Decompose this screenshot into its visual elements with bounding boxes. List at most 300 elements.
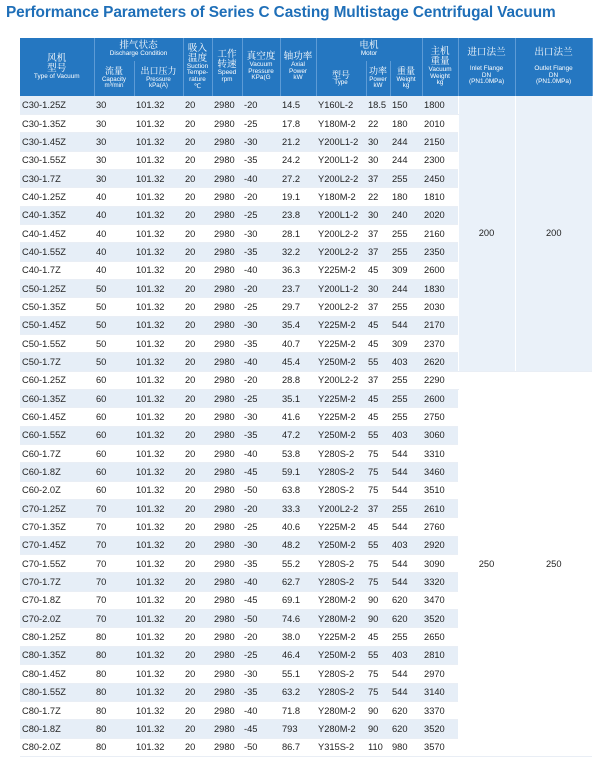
cell-vacuum-pressure: -20 <box>242 188 280 206</box>
cell-capacity: 80 <box>94 701 134 719</box>
cell-motor-type: Y225M-2 <box>316 390 366 408</box>
col-header-suction: 吸入 温度 Suction Tempe- rature ℃ <box>183 38 212 96</box>
cell-motor-power: 75 <box>366 683 390 701</box>
cell-type: C70-1.35Z <box>20 518 94 536</box>
cell-pressure: 101.32 <box>134 426 183 444</box>
cell-capacity: 60 <box>94 481 134 499</box>
col-header-motor-power: 功率 Power kW <box>366 61 390 96</box>
cell-type: C50-1.35Z <box>20 298 94 316</box>
cell-speed: 2980 <box>212 408 242 426</box>
cell-axial-power: 28.1 <box>280 224 316 242</box>
cell-capacity: 40 <box>94 206 134 224</box>
cell-capacity: 70 <box>94 518 134 536</box>
cell-type: C30-1.55Z <box>20 151 94 169</box>
cell-type: C50-1.45Z <box>20 316 94 334</box>
cell-vacuum-pressure: -20 <box>242 500 280 518</box>
cell-vacuum-weight: 2170 <box>422 316 458 334</box>
cell-motor-power: 45 <box>366 334 390 352</box>
cell-capacity: 30 <box>94 133 134 151</box>
cell-speed: 2980 <box>212 426 242 444</box>
cell-capacity: 40 <box>94 188 134 206</box>
cell-type: C80-1.55Z <box>20 683 94 701</box>
cell-type: C70-2.0Z <box>20 610 94 628</box>
cell-pressure: 101.32 <box>134 353 183 371</box>
cell-axial-power: 53.8 <box>280 445 316 463</box>
cell-axial-power: 74.6 <box>280 610 316 628</box>
cell-speed: 2980 <box>212 445 242 463</box>
cell-capacity: 40 <box>94 261 134 279</box>
cell-motor-type: Y280M-2 <box>316 610 366 628</box>
cell-type: C60-1.45Z <box>20 408 94 426</box>
cell-suction-temp: 20 <box>183 555 212 573</box>
cell-vacuum-weight: 3470 <box>422 591 458 609</box>
cell-motor-power: 22 <box>366 114 390 132</box>
cell-motor-power: 30 <box>366 133 390 151</box>
cell-vacuum-weight: 3460 <box>422 463 458 481</box>
cell-pressure: 101.32 <box>134 665 183 683</box>
cell-motor-power: 30 <box>366 151 390 169</box>
cell-vacuum-weight: 2620 <box>422 353 458 371</box>
cell-suction-temp: 20 <box>183 518 212 536</box>
cell-suction-temp: 20 <box>183 206 212 224</box>
cell-pressure: 101.32 <box>134 445 183 463</box>
cell-vacuum-pressure: -30 <box>242 224 280 242</box>
cell-pressure: 101.32 <box>134 390 183 408</box>
cell-speed: 2980 <box>212 169 242 187</box>
cell-motor-power: 75 <box>366 445 390 463</box>
cell-vacuum-pressure: -25 <box>242 206 280 224</box>
cell-motor-power: 22 <box>366 188 390 206</box>
cell-capacity: 70 <box>94 573 134 591</box>
cell-axial-power: 86.7 <box>280 738 316 756</box>
cell-suction-temp: 20 <box>183 298 212 316</box>
cell-suction-temp: 20 <box>183 114 212 132</box>
cell-speed: 2980 <box>212 298 242 316</box>
cell-vacuum-weight: 2350 <box>422 243 458 261</box>
cell-motor-type: Y280M-2 <box>316 591 366 609</box>
cell-suction-temp: 20 <box>183 261 212 279</box>
cell-type: C30-1.45Z <box>20 133 94 151</box>
col-header-main-weight: 主机 重量 Vacuum Weight kg <box>422 38 458 96</box>
cell-type: C60-2.0Z <box>20 481 94 499</box>
cell-motor-weight: 544 <box>390 683 422 701</box>
cell-motor-type: Y200L2-2 <box>316 243 366 261</box>
cell-type: C60-1.35Z <box>20 390 94 408</box>
cell-speed: 2980 <box>212 279 242 297</box>
cell-motor-type: Y200L2-2 <box>316 169 366 187</box>
cell-capacity: 70 <box>94 536 134 554</box>
cell-motor-power: 37 <box>366 224 390 242</box>
cell-axial-power: 23.8 <box>280 206 316 224</box>
cell-pressure: 101.32 <box>134 720 183 738</box>
table-body <box>20 96 592 756</box>
cell-suction-temp: 20 <box>183 243 212 261</box>
cell-motor-type: Y200L1-2 <box>316 133 366 151</box>
cell-speed: 2980 <box>212 500 242 518</box>
cell-vacuum-pressure: -25 <box>242 114 280 132</box>
cell-vacuum-pressure: -30 <box>242 536 280 554</box>
cell-suction-temp: 20 <box>183 610 212 628</box>
cell-pressure: 101.32 <box>134 188 183 206</box>
table-row <box>20 371 592 389</box>
cell-axial-power: 40.6 <box>280 518 316 536</box>
cell-axial-power: 14.5 <box>280 96 316 114</box>
cell-vacuum-pressure: -20 <box>242 628 280 646</box>
cell-vacuum-weight: 2970 <box>422 665 458 683</box>
cell-pressure: 101.32 <box>134 224 183 242</box>
cell-speed: 2980 <box>212 114 242 132</box>
cell-motor-type: Y250M-2 <box>316 536 366 554</box>
cell-motor-weight: 620 <box>390 720 422 738</box>
cell-capacity: 50 <box>94 316 134 334</box>
page-title: Performance Parameters of Series C Casting Multistage Centrifugal Vacuum <box>6 4 556 21</box>
cell-motor-weight: 403 <box>390 536 422 554</box>
cell-vacuum-pressure: -40 <box>242 169 280 187</box>
cell-type: C40-1.35Z <box>20 206 94 224</box>
cell-motor-power: 75 <box>366 665 390 683</box>
outlet-flange-dn: 200 <box>515 96 592 371</box>
cell-type: C30-1.7Z <box>20 169 94 187</box>
cell-axial-power: 41.6 <box>280 408 316 426</box>
cell-motor-power: 75 <box>366 481 390 499</box>
cell-motor-weight: 309 <box>390 334 422 352</box>
cell-vacuum-pressure: -30 <box>242 133 280 151</box>
cell-motor-weight: 544 <box>390 481 422 499</box>
cell-motor-weight: 544 <box>390 555 422 573</box>
cell-capacity: 40 <box>94 224 134 242</box>
cell-motor-power: 30 <box>366 206 390 224</box>
cell-suction-temp: 20 <box>183 353 212 371</box>
cell-type: C80-1.25Z <box>20 628 94 646</box>
cell-vacuum-weight: 1810 <box>422 188 458 206</box>
cell-vacuum-weight: 2290 <box>422 371 458 389</box>
cell-vacuum-weight: 2920 <box>422 536 458 554</box>
cell-vacuum-pressure: -50 <box>242 610 280 628</box>
cell-motor-weight: 403 <box>390 426 422 444</box>
cell-capacity: 30 <box>94 151 134 169</box>
cell-suction-temp: 20 <box>183 591 212 609</box>
cell-capacity: 50 <box>94 334 134 352</box>
cell-motor-type: Y225M-2 <box>316 408 366 426</box>
col-header-discharge: 排气状态 Discharge Condition <box>94 38 183 61</box>
cell-suction-temp: 20 <box>183 390 212 408</box>
cell-motor-type: Y200L1-2 <box>316 279 366 297</box>
cell-pressure: 101.32 <box>134 243 183 261</box>
cell-motor-type: Y160L-2 <box>316 96 366 114</box>
cell-suction-temp: 20 <box>183 445 212 463</box>
col-header-type: 风机 型号 Type of Vacuum <box>20 38 94 96</box>
cell-pressure: 101.32 <box>134 371 183 389</box>
cell-motor-type: Y200L2-2 <box>316 224 366 242</box>
cell-motor-type: Y225M-2 <box>316 518 366 536</box>
cell-pressure: 101.32 <box>134 133 183 151</box>
cell-speed: 2980 <box>212 334 242 352</box>
cell-vacuum-pressure: -20 <box>242 96 280 114</box>
cell-motor-power: 45 <box>366 316 390 334</box>
cell-type: C70-1.55Z <box>20 555 94 573</box>
cell-vacuum-pressure: -20 <box>242 371 280 389</box>
cell-vacuum-pressure: -25 <box>242 298 280 316</box>
cell-vacuum-pressure: -35 <box>242 426 280 444</box>
cell-axial-power: 55.2 <box>280 555 316 573</box>
cell-motor-type: Y280S-2 <box>316 463 366 481</box>
cell-capacity: 60 <box>94 371 134 389</box>
cell-pressure: 101.32 <box>134 96 183 114</box>
cell-speed: 2980 <box>212 683 242 701</box>
col-header-axial: 轴功率 Axial Power kW <box>280 38 316 96</box>
cell-motor-type: Y250M-2 <box>316 426 366 444</box>
cell-axial-power: 69.1 <box>280 591 316 609</box>
cell-pressure: 101.32 <box>134 316 183 334</box>
cell-vacuum-pressure: -40 <box>242 261 280 279</box>
cell-motor-weight: 255 <box>390 224 422 242</box>
cell-vacuum-pressure: -25 <box>242 518 280 536</box>
cell-axial-power: 47.2 <box>280 426 316 444</box>
cell-motor-weight: 620 <box>390 701 422 719</box>
cell-vacuum-weight: 2610 <box>422 500 458 518</box>
cell-motor-power: 110 <box>366 738 390 756</box>
cell-motor-type: Y225M-2 <box>316 316 366 334</box>
cell-vacuum-pressure: -35 <box>242 334 280 352</box>
cell-pressure: 101.32 <box>134 151 183 169</box>
cell-motor-power: 55 <box>366 353 390 371</box>
cell-speed: 2980 <box>212 628 242 646</box>
cell-suction-temp: 20 <box>183 279 212 297</box>
cell-motor-weight: 255 <box>390 390 422 408</box>
cell-motor-power: 45 <box>366 628 390 646</box>
cell-capacity: 80 <box>94 720 134 738</box>
cell-vacuum-pressure: -25 <box>242 390 280 408</box>
cell-motor-power: 90 <box>366 701 390 719</box>
cell-type: C50-1.7Z <box>20 353 94 371</box>
cell-suction-temp: 20 <box>183 720 212 738</box>
cell-vacuum-pressure: -45 <box>242 591 280 609</box>
cell-vacuum-weight: 2020 <box>422 206 458 224</box>
cell-vacuum-weight: 3520 <box>422 720 458 738</box>
cell-vacuum-pressure: -35 <box>242 151 280 169</box>
cell-vacuum-pressure: -30 <box>242 316 280 334</box>
cell-vacuum-pressure: -50 <box>242 481 280 499</box>
cell-motor-power: 90 <box>366 610 390 628</box>
cell-axial-power: 45.4 <box>280 353 316 371</box>
cell-vacuum-weight: 2600 <box>422 261 458 279</box>
cell-motor-weight: 620 <box>390 591 422 609</box>
cell-vacuum-weight: 2300 <box>422 151 458 169</box>
cell-vacuum-pressure: -40 <box>242 573 280 591</box>
cell-type: C30-1.35Z <box>20 114 94 132</box>
cell-vacuum-pressure: -45 <box>242 463 280 481</box>
cell-suction-temp: 20 <box>183 426 212 444</box>
cell-type: C60-1.25Z <box>20 371 94 389</box>
cell-axial-power: 71.8 <box>280 701 316 719</box>
cell-axial-power: 38.0 <box>280 628 316 646</box>
cell-speed: 2980 <box>212 316 242 334</box>
cell-speed: 2980 <box>212 353 242 371</box>
cell-vacuum-weight: 1830 <box>422 279 458 297</box>
cell-motor-type: Y280S-2 <box>316 573 366 591</box>
cell-motor-power: 55 <box>366 426 390 444</box>
cell-vacuum-pressure: -20 <box>242 279 280 297</box>
cell-pressure: 101.32 <box>134 261 183 279</box>
col-header-outlet: 出口法兰 Outlet Flange DN (PN1.0MPa) <box>515 38 592 96</box>
cell-axial-power: 29.7 <box>280 298 316 316</box>
cell-capacity: 30 <box>94 114 134 132</box>
cell-pressure: 101.32 <box>134 298 183 316</box>
cell-type: C70-1.7Z <box>20 573 94 591</box>
cell-type: C80-2.0Z <box>20 738 94 756</box>
cell-suction-temp: 20 <box>183 151 212 169</box>
cell-type: C60-1.7Z <box>20 445 94 463</box>
cell-type: C60-1.55Z <box>20 426 94 444</box>
cell-axial-power: 32.2 <box>280 243 316 261</box>
cell-pressure: 101.32 <box>134 683 183 701</box>
cell-suction-temp: 20 <box>183 96 212 114</box>
cell-suction-temp: 20 <box>183 133 212 151</box>
cell-capacity: 30 <box>94 169 134 187</box>
cell-motor-power: 75 <box>366 573 390 591</box>
cell-motor-weight: 180 <box>390 114 422 132</box>
cell-capacity: 60 <box>94 463 134 481</box>
cell-axial-power: 33.3 <box>280 500 316 518</box>
cell-motor-weight: 620 <box>390 610 422 628</box>
outlet-flange-dn: 250 <box>515 371 592 756</box>
cell-vacuum-weight: 3570 <box>422 738 458 756</box>
cell-pressure: 101.32 <box>134 555 183 573</box>
cell-vacuum-weight: 2160 <box>422 224 458 242</box>
cell-suction-temp: 20 <box>183 463 212 481</box>
cell-speed: 2980 <box>212 481 242 499</box>
cell-suction-temp: 20 <box>183 665 212 683</box>
cell-axial-power: 35.4 <box>280 316 316 334</box>
cell-axial-power: 793 <box>280 720 316 738</box>
cell-speed: 2980 <box>212 665 242 683</box>
cell-vacuum-weight: 3370 <box>422 701 458 719</box>
cell-vacuum-pressure: -35 <box>242 243 280 261</box>
cell-capacity: 50 <box>94 298 134 316</box>
cell-suction-temp: 20 <box>183 371 212 389</box>
cell-axial-power: 48.2 <box>280 536 316 554</box>
inlet-flange-dn: 200 <box>458 96 515 371</box>
cell-capacity: 60 <box>94 408 134 426</box>
cell-motor-weight: 544 <box>390 463 422 481</box>
cell-motor-weight: 544 <box>390 445 422 463</box>
cell-capacity: 50 <box>94 279 134 297</box>
col-header-vacuum: 真空度 Vacuum Pressure KPa(G <box>242 38 280 96</box>
cell-speed: 2980 <box>212 96 242 114</box>
cell-motor-weight: 255 <box>390 169 422 187</box>
cell-motor-power: 75 <box>366 555 390 573</box>
cell-speed: 2980 <box>212 701 242 719</box>
cell-suction-temp: 20 <box>183 481 212 499</box>
cell-motor-power: 37 <box>366 298 390 316</box>
cell-motor-weight: 544 <box>390 665 422 683</box>
cell-motor-weight: 403 <box>390 646 422 664</box>
cell-motor-power: 37 <box>366 169 390 187</box>
cell-speed: 2980 <box>212 151 242 169</box>
cell-type: C50-1.25Z <box>20 279 94 297</box>
cell-type: C30-1.25Z <box>20 96 94 114</box>
cell-motor-weight: 255 <box>390 298 422 316</box>
cell-pressure: 101.32 <box>134 701 183 719</box>
cell-vacuum-weight: 3140 <box>422 683 458 701</box>
cell-capacity: 60 <box>94 426 134 444</box>
cell-motor-type: Y200L2-2 <box>316 371 366 389</box>
col-header-motor-weight: 重量 Weight kg <box>390 61 422 96</box>
cell-motor-type: Y225M-2 <box>316 334 366 352</box>
cell-speed: 2980 <box>212 518 242 536</box>
cell-vacuum-weight: 2810 <box>422 646 458 664</box>
cell-type: C80-1.7Z <box>20 701 94 719</box>
cell-motor-power: 45 <box>366 408 390 426</box>
cell-type: C40-1.45Z <box>20 224 94 242</box>
cell-motor-type: Y280S-2 <box>316 445 366 463</box>
cell-speed: 2980 <box>212 371 242 389</box>
cell-suction-temp: 20 <box>183 701 212 719</box>
cell-vacuum-pressure: -35 <box>242 555 280 573</box>
cell-suction-temp: 20 <box>183 738 212 756</box>
cell-pressure: 101.32 <box>134 591 183 609</box>
cell-vacuum-pressure: -30 <box>242 408 280 426</box>
cell-speed: 2980 <box>212 646 242 664</box>
col-header-motor-type: 型号 Type <box>316 61 366 96</box>
cell-motor-weight: 244 <box>390 151 422 169</box>
cell-suction-temp: 20 <box>183 628 212 646</box>
cell-motor-weight: 150 <box>390 96 422 114</box>
cell-vacuum-weight: 2600 <box>422 390 458 408</box>
cell-vacuum-pressure: -50 <box>242 738 280 756</box>
cell-pressure: 101.32 <box>134 408 183 426</box>
cell-vacuum-weight: 2370 <box>422 334 458 352</box>
cell-speed: 2980 <box>212 573 242 591</box>
cell-motor-power: 55 <box>366 536 390 554</box>
cell-capacity: 80 <box>94 683 134 701</box>
cell-capacity: 70 <box>94 555 134 573</box>
cell-motor-weight: 309 <box>390 261 422 279</box>
cell-motor-weight: 544 <box>390 573 422 591</box>
cell-axial-power: 46.4 <box>280 646 316 664</box>
cell-motor-weight: 255 <box>390 243 422 261</box>
cell-speed: 2980 <box>212 243 242 261</box>
cell-axial-power: 63.8 <box>280 481 316 499</box>
cell-speed: 2980 <box>212 188 242 206</box>
cell-motor-power: 37 <box>366 371 390 389</box>
cell-pressure: 101.32 <box>134 114 183 132</box>
cell-axial-power: 21.2 <box>280 133 316 151</box>
inlet-flange-dn: 250 <box>458 371 515 756</box>
cell-capacity: 80 <box>94 738 134 756</box>
cell-suction-temp: 20 <box>183 169 212 187</box>
cell-motor-weight: 255 <box>390 628 422 646</box>
cell-capacity: 80 <box>94 646 134 664</box>
cell-motor-weight: 980 <box>390 738 422 756</box>
cell-motor-type: Y200L2-2 <box>316 298 366 316</box>
cell-axial-power: 19.1 <box>280 188 316 206</box>
cell-speed: 2980 <box>212 133 242 151</box>
cell-speed: 2980 <box>212 224 242 242</box>
cell-motor-weight: 255 <box>390 371 422 389</box>
cell-pressure: 101.32 <box>134 463 183 481</box>
cell-vacuum-weight: 2150 <box>422 133 458 151</box>
cell-axial-power: 55.1 <box>280 665 316 683</box>
cell-motor-type: Y280M-2 <box>316 701 366 719</box>
cell-speed: 2980 <box>212 206 242 224</box>
cell-motor-type: Y280S-2 <box>316 481 366 499</box>
cell-vacuum-weight: 2030 <box>422 298 458 316</box>
cell-vacuum-weight: 1800 <box>422 96 458 114</box>
cell-motor-type: Y250M-2 <box>316 646 366 664</box>
cell-vacuum-pressure: -35 <box>242 683 280 701</box>
cell-capacity: 60 <box>94 390 134 408</box>
